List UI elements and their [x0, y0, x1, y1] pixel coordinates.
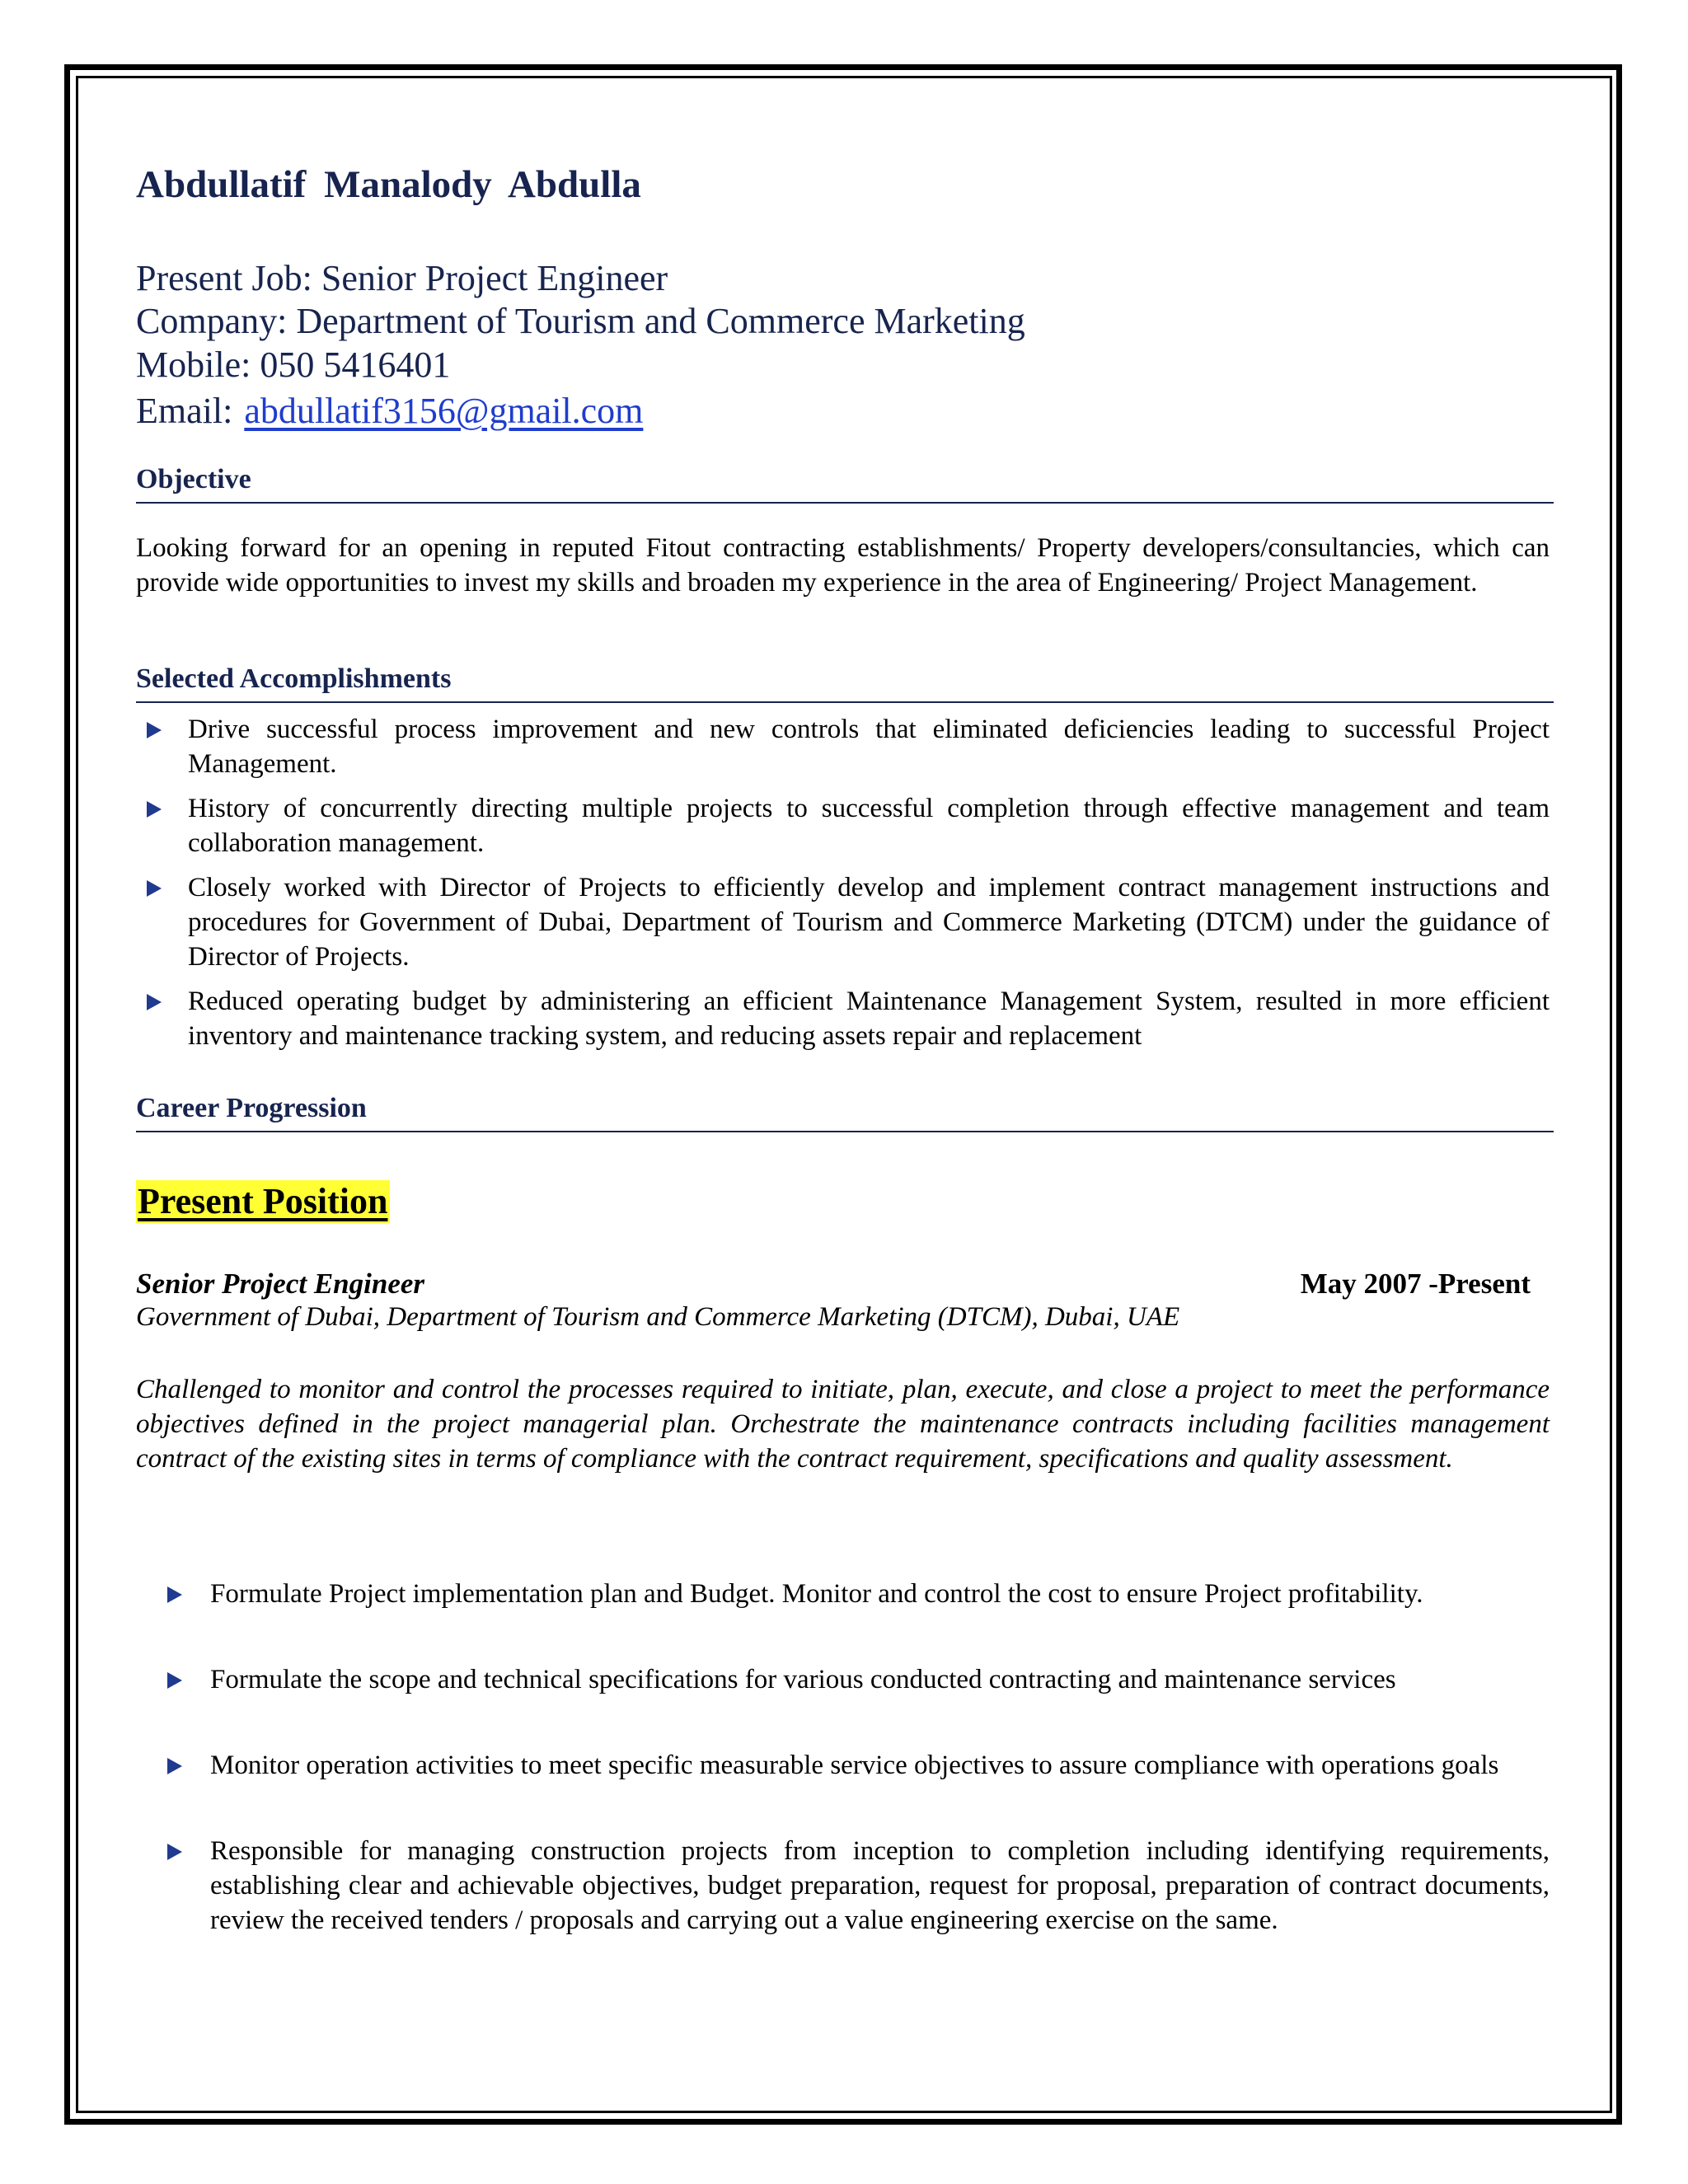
job-dates: May 2007 -Present — [1300, 1268, 1531, 1300]
job-duties-list — [136, 1577, 1550, 1989]
list-item: Formulate the scope and technical specifications for various conducted contracting and maintenance services — [136, 1662, 1550, 1697]
present-job-line: Present Job: Senior Project Engineer — [136, 258, 668, 298]
list-item: Reduced operating budget by administering an efficient Maintenance Management System, resulted in more efficient inventory and maintenance tracking system, and reducing assets repair and replacement — [136, 984, 1550, 1053]
list-item: Closely worked with Director of Projects to efficiently develop and implement contract management instructions and procedures for Government of Dubai, Department of Tourism and Commerce Marketing (DTCM) under the guidance of Director of Projects. — [136, 870, 1550, 974]
list-item: Responsible for managing construction projects from inception to completion including identifying requirements, establishing clear and achievable objectives, budget preparation, request for proposal, preparation of contract documents, review the received tenders / proposals and carrying out a value engineering exercise on the same. — [136, 1834, 1550, 1938]
accomplishments-heading: Selected Accomplishments — [136, 663, 1554, 703]
candidate-name: Abdullatif Manalody Abdulla — [136, 163, 641, 206]
career-heading: Career Progression — [136, 1093, 1554, 1132]
email-link[interactable]: abdullatif3156@gmail.com — [244, 391, 644, 431]
email-label: Email: — [136, 391, 233, 431]
triangle-bullet-icon — [167, 1672, 182, 1689]
list-item: Monitor operation activities to meet specific measurable service objectives to assure compliance with operations goals — [136, 1748, 1550, 1783]
objective-text: Looking forward for an opening in reputed Fitout contracting establishments/ Property developers/consultancies, which can provide wide opportunities to invest my skills and broaden my experience in the area of Engineering/ Project Management. — [136, 533, 1550, 598]
list-item: History of concurrently directing multiple projects to successful completion through effective management and team collaboration management. — [136, 791, 1550, 860]
company-line: Company: Department of Tourism and Commerce Marketing — [136, 301, 1025, 341]
mobile-line: Mobile: 050 5416401 — [136, 344, 451, 385]
job-description: Challenged to monitor and control the processes required to initiate, plan, execute, and close a project to meet the performance objectives defined in the project managerial plan. Orchestrate the maintenance contracts including facilities management contract of the existing sites in terms of compliance with the contract requirement, specifications and quality assessment. — [136, 1375, 1550, 1474]
triangle-bullet-icon — [147, 722, 162, 738]
list-item: Drive successful process improvement and new controls that eliminated deficiencies leading to successful Project Management. — [136, 712, 1550, 781]
triangle-bullet-icon — [147, 801, 162, 818]
triangle-bullet-icon — [147, 880, 162, 897]
list-item: Formulate Project implementation plan and Budget. Monitor and control the cost to ensure Project profitability. — [136, 1577, 1550, 1611]
triangle-bullet-icon — [167, 1586, 182, 1603]
email-line — [136, 390, 643, 432]
present-position-label: Present Position — [138, 1181, 388, 1221]
objective-heading: Objective — [136, 464, 1554, 504]
triangle-bullet-icon — [167, 1844, 182, 1860]
triangle-bullet-icon — [147, 994, 162, 1010]
job-organization: Government of Dubai, Department of Tourism and Commerce Marketing (DTCM), Dubai, UAE — [136, 1302, 1180, 1332]
triangle-bullet-icon — [167, 1758, 182, 1774]
job-title: Senior Project Engineer — [136, 1268, 425, 1300]
accomplishments-list — [136, 712, 1550, 1063]
